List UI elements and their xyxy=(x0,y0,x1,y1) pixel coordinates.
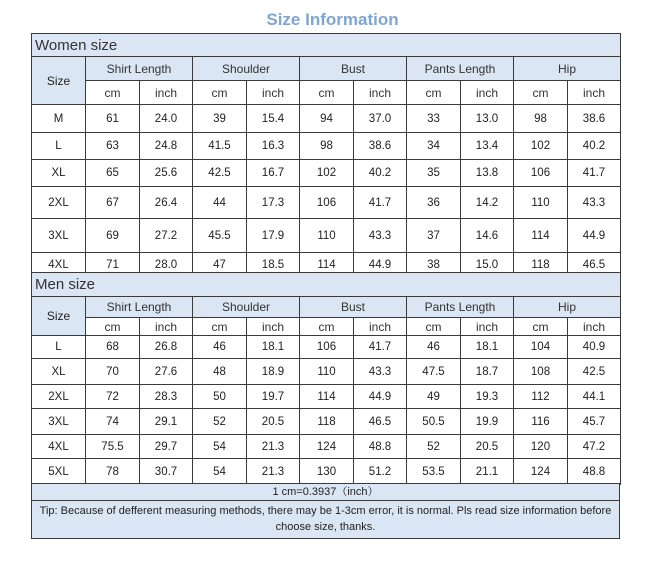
measurement-cell: 61 xyxy=(86,105,140,133)
measurement-cell: 21.1 xyxy=(461,459,514,485)
measurement-cell: 46 xyxy=(407,336,461,359)
measurement-cell: 38 xyxy=(407,253,461,278)
table-row xyxy=(32,336,621,359)
measurement-cell: 72 xyxy=(86,385,140,409)
measurement-cell: 30.7 xyxy=(140,459,193,485)
measurement-group-header: Bust xyxy=(300,297,407,318)
measurement-cell: 19.7 xyxy=(247,385,300,409)
measurement-cell: 102 xyxy=(514,133,568,160)
measurement-cell: 68 xyxy=(86,336,140,359)
table-row xyxy=(32,160,621,187)
measurement-cell: 114 xyxy=(300,385,354,409)
women-size-table xyxy=(31,33,621,278)
measurement-group-header: Shoulder xyxy=(193,297,300,318)
measurement-group-header: Hip xyxy=(514,297,621,318)
measurement-cell: 52 xyxy=(193,409,247,435)
measurement-group-header: Shoulder xyxy=(193,57,300,81)
measurement-cell: 41.5 xyxy=(193,133,247,160)
unit-header: inch xyxy=(247,318,300,336)
measurement-cell: 42.5 xyxy=(568,359,621,385)
measurement-cell: 17.9 xyxy=(247,219,300,253)
measurement-cell: 130 xyxy=(300,459,354,485)
size-column-header: Size xyxy=(32,57,86,105)
measurement-cell: 25.6 xyxy=(140,160,193,187)
measurement-cell: 45.5 xyxy=(193,219,247,253)
measurement-cell: 28.0 xyxy=(140,253,193,278)
measurement-cell: 37 xyxy=(407,219,461,253)
measurement-cell: 54 xyxy=(193,435,247,459)
size-label: 5XL xyxy=(32,459,86,485)
measurement-cell: 63 xyxy=(86,133,140,160)
measurement-cell: 33 xyxy=(407,105,461,133)
measurement-cell: 43.3 xyxy=(568,187,621,219)
measurement-cell: 41.7 xyxy=(568,160,621,187)
measurement-cell: 98 xyxy=(514,105,568,133)
measurement-cell: 21.3 xyxy=(247,435,300,459)
measurement-cell: 124 xyxy=(300,435,354,459)
size-column-header: Size xyxy=(32,297,86,336)
measurement-cell: 112 xyxy=(514,385,568,409)
measurement-cell: 14.6 xyxy=(461,219,514,253)
size-label: 2XL xyxy=(32,385,86,409)
measurement-cell: 38.6 xyxy=(354,133,407,160)
measurement-cell: 47.5 xyxy=(407,359,461,385)
measurement-cell: 14.2 xyxy=(461,187,514,219)
unit-header: cm xyxy=(407,81,461,105)
unit-header: cm xyxy=(407,318,461,336)
measurement-cell: 50.5 xyxy=(407,409,461,435)
table-row xyxy=(32,359,621,385)
unit-header: cm xyxy=(514,318,568,336)
measurement-cell: 52 xyxy=(407,435,461,459)
unit-header: cm xyxy=(300,81,354,105)
section-title-row xyxy=(32,34,621,57)
size-label: 3XL xyxy=(32,409,86,435)
measurement-cell: 46 xyxy=(193,336,247,359)
measurement-cell: 46.5 xyxy=(354,409,407,435)
measurement-cell: 40.9 xyxy=(568,336,621,359)
unit-header: inch xyxy=(461,81,514,105)
measurement-cell: 26.4 xyxy=(140,187,193,219)
measurement-cell: 44.9 xyxy=(354,253,407,278)
measurement-cell: 15.4 xyxy=(247,105,300,133)
measurement-cell: 124 xyxy=(514,459,568,485)
measurement-cell: 35 xyxy=(407,160,461,187)
men-size-table xyxy=(31,272,621,485)
measurement-cell: 75.5 xyxy=(86,435,140,459)
measurement-cell: 47.2 xyxy=(568,435,621,459)
measurement-group-header: Bust xyxy=(300,57,407,81)
section-title: Women size xyxy=(32,34,621,57)
measurement-cell: 24.0 xyxy=(140,105,193,133)
measurement-cell: 45.7 xyxy=(568,409,621,435)
measurement-cell: 44 xyxy=(193,187,247,219)
column-group-header-row xyxy=(32,57,621,81)
table-row xyxy=(32,409,621,435)
unit-header: inch xyxy=(354,318,407,336)
measurement-cell: 65 xyxy=(86,160,140,187)
measurement-cell: 110 xyxy=(300,219,354,253)
measurement-cell: 42.5 xyxy=(193,160,247,187)
unit-header: inch xyxy=(354,81,407,105)
unit-header-row xyxy=(32,318,621,336)
measurement-cell: 106 xyxy=(514,160,568,187)
measurement-cell: 27.6 xyxy=(140,359,193,385)
measurement-cell: 102 xyxy=(300,160,354,187)
measurement-cell: 36 xyxy=(407,187,461,219)
measurement-cell: 53.5 xyxy=(407,459,461,485)
table-row xyxy=(32,435,621,459)
table-row xyxy=(32,133,621,160)
unit-header: cm xyxy=(300,318,354,336)
measurement-cell: 46.5 xyxy=(568,253,621,278)
measurement-cell: 71 xyxy=(86,253,140,278)
table-row xyxy=(32,459,621,485)
measurement-cell: 16.7 xyxy=(247,160,300,187)
unit-header: cm xyxy=(86,318,140,336)
size-label: XL xyxy=(32,359,86,385)
measurement-cell: 94 xyxy=(300,105,354,133)
measurement-cell: 39 xyxy=(193,105,247,133)
measurement-cell: 18.7 xyxy=(461,359,514,385)
measurement-cell: 27.2 xyxy=(140,219,193,253)
measurement-cell: 16.3 xyxy=(247,133,300,160)
measurement-cell: 24.8 xyxy=(140,133,193,160)
measurement-cell: 118 xyxy=(300,409,354,435)
measurement-cell: 13.0 xyxy=(461,105,514,133)
size-label: 3XL xyxy=(32,219,86,253)
measurement-cell: 54 xyxy=(193,459,247,485)
measurement-cell: 15.0 xyxy=(461,253,514,278)
measurement-cell: 26.8 xyxy=(140,336,193,359)
measurement-cell: 18.1 xyxy=(461,336,514,359)
measurement-cell: 48.8 xyxy=(354,435,407,459)
unit-header: cm xyxy=(514,81,568,105)
measurement-cell: 98 xyxy=(300,133,354,160)
unit-header-row xyxy=(32,81,621,105)
measurement-cell: 13.4 xyxy=(461,133,514,160)
table-row xyxy=(32,385,621,409)
measurement-cell: 19.9 xyxy=(461,409,514,435)
measurement-group-header: Pants Length xyxy=(407,297,514,318)
measurement-cell: 19.3 xyxy=(461,385,514,409)
measurement-cell: 41.7 xyxy=(354,336,407,359)
unit-header: inch xyxy=(568,81,621,105)
measurement-cell: 108 xyxy=(514,359,568,385)
measurement-cell: 34 xyxy=(407,133,461,160)
measurement-group-header: Pants Length xyxy=(407,57,514,81)
table-row xyxy=(32,105,621,133)
measurement-cell: 118 xyxy=(514,253,568,278)
measurement-cell: 106 xyxy=(300,187,354,219)
measurement-cell: 69 xyxy=(86,219,140,253)
measurement-cell: 44.9 xyxy=(568,219,621,253)
measurement-cell: 116 xyxy=(514,409,568,435)
measurement-cell: 44.1 xyxy=(568,385,621,409)
measurement-tip: Tip: Because of defferent measuring methods, there may be 1-3cm error, it is normal. Pls read size information before choose size, thanks. xyxy=(31,500,620,539)
measurement-cell: 49 xyxy=(407,385,461,409)
measurement-cell: 74 xyxy=(86,409,140,435)
measurement-cell: 43.3 xyxy=(354,359,407,385)
section-title-row xyxy=(32,273,621,297)
measurement-cell: 48.8 xyxy=(568,459,621,485)
page-title: Size Information xyxy=(266,10,399,29)
measurement-cell: 20.5 xyxy=(461,435,514,459)
size-label: 4XL xyxy=(32,253,86,278)
column-group-header-row xyxy=(32,297,621,318)
measurement-cell: 78 xyxy=(86,459,140,485)
table-row xyxy=(32,219,621,253)
measurement-cell: 110 xyxy=(514,187,568,219)
size-label: L xyxy=(32,336,86,359)
measurement-cell: 18.1 xyxy=(247,336,300,359)
measurement-cell: 38.6 xyxy=(568,105,621,133)
measurement-cell: 13.8 xyxy=(461,160,514,187)
measurement-cell: 17.3 xyxy=(247,187,300,219)
measurement-cell: 44.9 xyxy=(354,385,407,409)
unit-header: inch xyxy=(140,318,193,336)
measurement-cell: 70 xyxy=(86,359,140,385)
section-title: Men size xyxy=(32,273,621,297)
measurement-cell: 110 xyxy=(300,359,354,385)
unit-header: inch xyxy=(140,81,193,105)
measurement-cell: 18.5 xyxy=(247,253,300,278)
measurement-cell: 41.7 xyxy=(354,187,407,219)
measurement-cell: 104 xyxy=(514,336,568,359)
unit-header: inch xyxy=(461,318,514,336)
size-label: L xyxy=(32,133,86,160)
measurement-cell: 114 xyxy=(514,219,568,253)
measurement-cell: 50 xyxy=(193,385,247,409)
unit-header: cm xyxy=(193,318,247,336)
measurement-cell: 43.3 xyxy=(354,219,407,253)
unit-header: cm xyxy=(193,81,247,105)
measurement-cell: 40.2 xyxy=(568,133,621,160)
measurement-cell: 47 xyxy=(193,253,247,278)
size-label: 2XL xyxy=(32,187,86,219)
unit-header: inch xyxy=(247,81,300,105)
measurement-cell: 106 xyxy=(300,336,354,359)
measurement-cell: 51.2 xyxy=(354,459,407,485)
size-label: 4XL xyxy=(32,435,86,459)
measurement-group-header: Shirt Length xyxy=(86,57,193,81)
measurement-cell: 28.3 xyxy=(140,385,193,409)
unit-header: cm xyxy=(86,81,140,105)
measurement-cell: 37.0 xyxy=(354,105,407,133)
measurement-cell: 120 xyxy=(514,435,568,459)
measurement-cell: 114 xyxy=(300,253,354,278)
measurement-cell: 18.9 xyxy=(247,359,300,385)
measurement-cell: 20.5 xyxy=(247,409,300,435)
measurement-group-header: Shirt Length xyxy=(86,297,193,318)
table-row xyxy=(32,187,621,219)
measurement-cell: 67 xyxy=(86,187,140,219)
measurement-cell: 40.2 xyxy=(354,160,407,187)
unit-header: inch xyxy=(568,318,621,336)
measurement-cell: 21.3 xyxy=(247,459,300,485)
size-label: M xyxy=(32,105,86,133)
measurement-cell: 48 xyxy=(193,359,247,385)
measurement-group-header: Hip xyxy=(514,57,621,81)
measurement-cell: 29.7 xyxy=(140,435,193,459)
unit-conversion-note: 1 cm=0.3937（inch） xyxy=(31,483,620,501)
size-label: XL xyxy=(32,160,86,187)
measurement-cell: 29.1 xyxy=(140,409,193,435)
